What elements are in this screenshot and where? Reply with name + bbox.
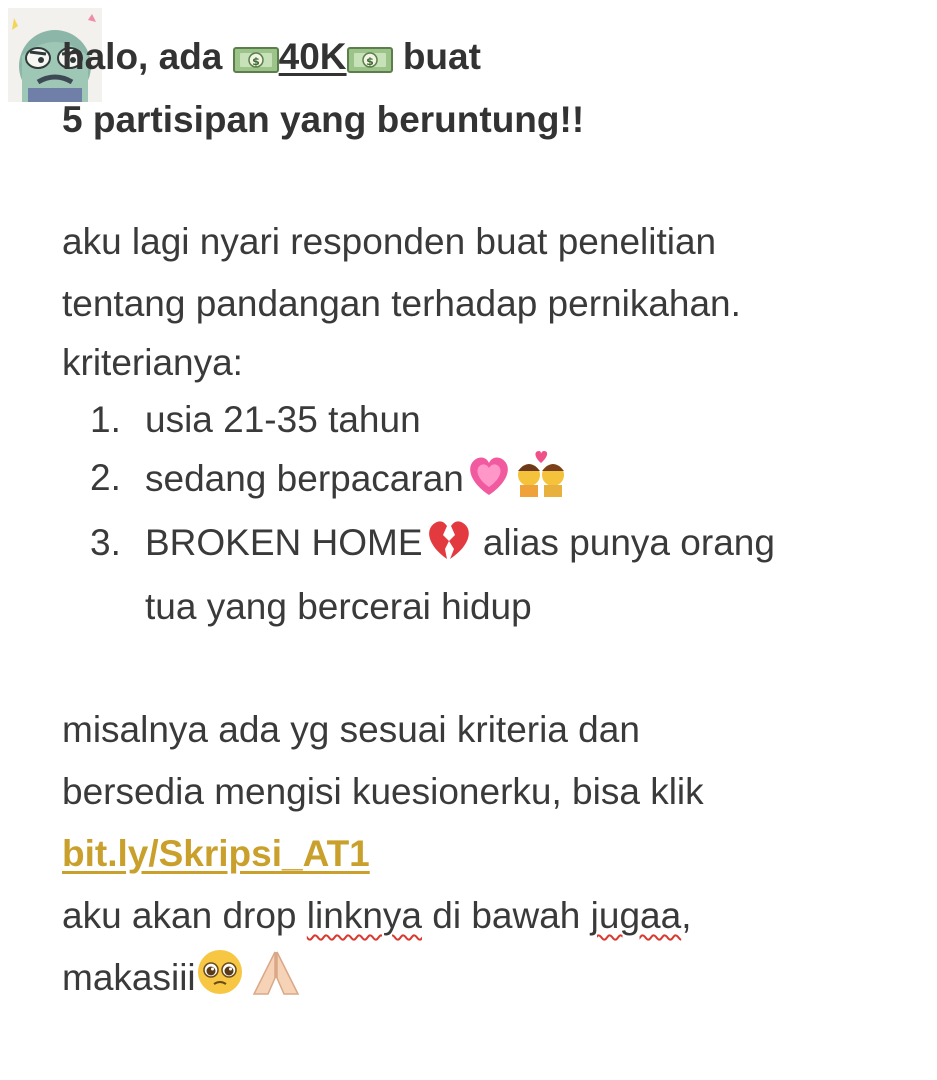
title-line-2: 5 partisipan yang beruntung!! [62, 99, 585, 140]
outro-line-2: bersedia mengisi kuesionerku, bisa klik [62, 771, 704, 812]
list-item: 2. sedang berpacaran [62, 449, 922, 514]
misspelled-word: jugaa [590, 895, 682, 936]
folded-hands-icon [250, 948, 302, 1015]
list-item: 3. BROKEN HOME alias punya orang tua yang bercerai hidup [62, 514, 922, 636]
dollar-banknote-icon [233, 34, 279, 91]
growing-heart-icon [464, 453, 514, 514]
intro-line-1: aku lagi nyari responden buat penelitian [62, 221, 717, 262]
outro-link-line [62, 823, 922, 885]
survey-link[interactable]: bit.ly/Skripsi_AT1 [62, 833, 370, 874]
svg-text:$: $ [251, 55, 260, 68]
outro-line-4: aku akan drop linknya di bawah jugaa, [62, 895, 692, 936]
prize-amount: 40K [278, 36, 347, 77]
criteria-heading: kriterianya: [62, 342, 243, 383]
svg-text:$: $ [365, 55, 374, 68]
pleading-face-icon [196, 948, 244, 1015]
list-item: 1. usia 21-35 tahun [90, 399, 421, 440]
outro-line-5: makasiii [62, 947, 922, 1015]
note-body [62, 28, 922, 1015]
couple-with-heart-icon [514, 449, 568, 514]
intro-line-2: tentang pandangan terhadap pernikahan. [62, 283, 741, 324]
dollar-banknote-icon [347, 34, 393, 91]
title-line-1: halo, ada $ 40K $ buat [62, 28, 922, 91]
misspelled-word: linknya [306, 895, 422, 936]
outro-line-1: misalnya ada yg sesuai kriteria dan [62, 709, 640, 750]
criteria-list [62, 391, 922, 636]
broken-heart-icon [423, 517, 473, 578]
